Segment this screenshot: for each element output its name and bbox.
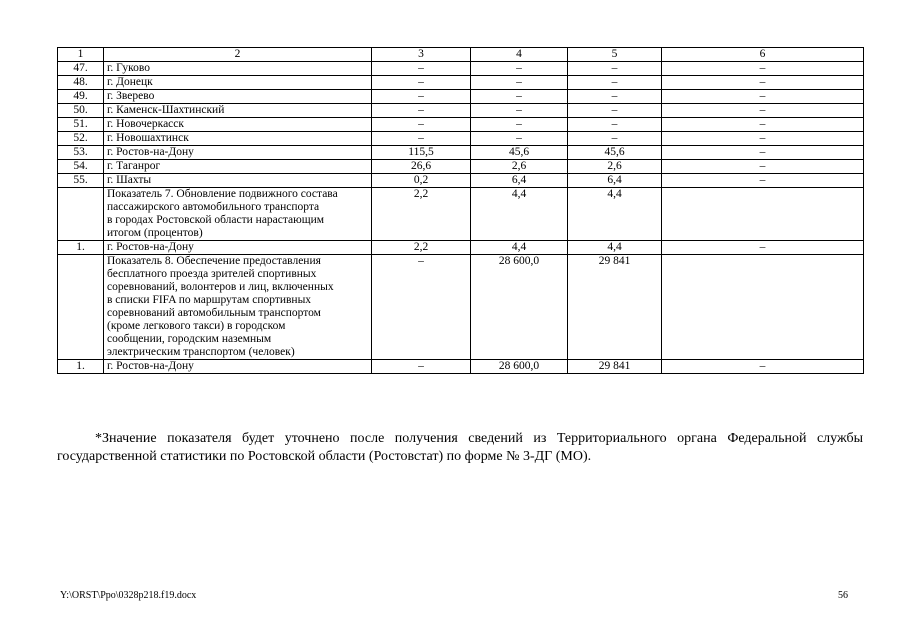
name-cell: г. Ростов-на-Дону	[104, 146, 372, 160]
value-cell-4: –	[471, 76, 568, 90]
value-cell-6	[662, 188, 864, 241]
value-cell-4: –	[471, 90, 568, 104]
value-cell-4: –	[471, 132, 568, 146]
value-cell-6: –	[662, 132, 864, 146]
table-row	[58, 90, 864, 104]
name-cell: г. Таганрог	[104, 160, 372, 174]
row-number-cell: 49.	[58, 90, 104, 104]
value-cell-3: –	[372, 76, 471, 90]
value-cell-5: 29 841	[568, 255, 662, 360]
value-cell-5: –	[568, 104, 662, 118]
value-cell-3: –	[372, 90, 471, 104]
value-cell-6	[662, 255, 864, 360]
name-cell: г. Каменск-Шахтинский	[104, 104, 372, 118]
table-row	[58, 255, 864, 360]
row-number-cell: 50.	[58, 104, 104, 118]
header-cell: 2	[104, 48, 372, 62]
row-number-cell: 1.	[58, 241, 104, 255]
value-cell-3: –	[372, 132, 471, 146]
table-row	[58, 146, 864, 160]
value-cell-5: –	[568, 62, 662, 76]
name-cell: Показатель 7. Обновление подвижного состава пассажирского автомобильного транспорта в городах Ростовской области нарастающим итогом (процентов)	[104, 188, 372, 241]
row-number-cell: 48.	[58, 76, 104, 90]
value-cell-3: –	[372, 255, 471, 360]
name-cell: г. Ростов-на-Дону	[104, 241, 372, 255]
value-cell-4: –	[471, 62, 568, 76]
row-number-cell: 1.	[58, 360, 104, 374]
page-number: 56	[838, 590, 848, 601]
row-number-cell: 51.	[58, 118, 104, 132]
header-cell: 5	[568, 48, 662, 62]
row-number-cell: 53.	[58, 146, 104, 160]
value-cell-6: –	[662, 160, 864, 174]
value-cell-3: –	[372, 118, 471, 132]
value-cell-4: 4,4	[471, 188, 568, 241]
table-row	[58, 62, 864, 76]
table-row	[58, 76, 864, 90]
value-cell-6: –	[662, 118, 864, 132]
value-cell-5: –	[568, 118, 662, 132]
value-cell-5: 29 841	[568, 360, 662, 374]
value-cell-3: 2,2	[372, 188, 471, 241]
row-number-cell: 47.	[58, 62, 104, 76]
value-cell-5: –	[568, 76, 662, 90]
value-cell-3: –	[372, 62, 471, 76]
value-cell-6: –	[662, 76, 864, 90]
value-cell-5: 4,4	[568, 241, 662, 255]
name-cell: г. Ростов-на-Дону	[104, 360, 372, 374]
indicators-table	[57, 47, 864, 374]
footnote: *Значение показателя будет уточнено после получения сведений из Территориального органа Федеральной службы государственной статистики по Ростовской области (Ростовстат) по форме № 3-ДГ (МО).	[57, 431, 863, 464]
table-row	[58, 360, 864, 374]
value-cell-5: –	[568, 132, 662, 146]
value-cell-3: 115,5	[372, 146, 471, 160]
value-cell-6: –	[662, 62, 864, 76]
name-cell: г. Донецк	[104, 76, 372, 90]
value-cell-4: –	[471, 104, 568, 118]
value-cell-6: –	[662, 90, 864, 104]
row-number-cell: 52.	[58, 132, 104, 146]
table-row	[58, 118, 864, 132]
value-cell-5: 6,4	[568, 174, 662, 188]
value-cell-4: 4,4	[471, 241, 568, 255]
header-cell: 6	[662, 48, 864, 62]
value-cell-5: –	[568, 90, 662, 104]
value-cell-4: 28 600,0	[471, 255, 568, 360]
value-cell-4: 28 600,0	[471, 360, 568, 374]
header-cell: 3	[372, 48, 471, 62]
value-cell-5: 2,6	[568, 160, 662, 174]
name-cell: г. Новошахтинск	[104, 132, 372, 146]
table-row	[58, 174, 864, 188]
value-cell-4: 6,4	[471, 174, 568, 188]
value-cell-5: 4,4	[568, 188, 662, 241]
table-row	[58, 188, 864, 241]
value-cell-3: 0,2	[372, 174, 471, 188]
value-cell-3: –	[372, 104, 471, 118]
value-cell-4: 45,6	[471, 146, 568, 160]
value-cell-4: –	[471, 118, 568, 132]
row-number-cell: 55.	[58, 174, 104, 188]
name-cell: г. Зверево	[104, 90, 372, 104]
row-number-cell	[58, 188, 104, 241]
name-cell: г. Шахты	[104, 174, 372, 188]
name-cell: г. Гуково	[104, 62, 372, 76]
value-cell-6: –	[662, 104, 864, 118]
value-cell-6: –	[662, 146, 864, 160]
name-cell: г. Новочеркасск	[104, 118, 372, 132]
file-path: Y:\ORST\Ppo\0328p218.f19.docx	[60, 590, 197, 601]
table-row	[58, 160, 864, 174]
table-header-row	[58, 48, 864, 62]
table-row	[58, 104, 864, 118]
value-cell-3: 26,6	[372, 160, 471, 174]
header-cell: 1	[58, 48, 104, 62]
header-cell: 4	[471, 48, 568, 62]
value-cell-6: –	[662, 360, 864, 374]
row-number-cell	[58, 255, 104, 360]
value-cell-4: 2,6	[471, 160, 568, 174]
row-number-cell: 54.	[58, 160, 104, 174]
table-row	[58, 132, 864, 146]
value-cell-3: –	[372, 360, 471, 374]
name-cell: Показатель 8. Обеспечение предоставления бесплатного проезда зрителей спортивных соревнований, волонтеров и лиц, включенных в списки FIFA по маршрутам спортивных соревнований автомобильным транспортом (кроме легкового такси) в городском сообщении, городским наземным электрическим транспортом (человек)	[104, 255, 372, 360]
value-cell-6: –	[662, 241, 864, 255]
value-cell-6: –	[662, 174, 864, 188]
value-cell-3: 2,2	[372, 241, 471, 255]
table-row	[58, 241, 864, 255]
value-cell-5: 45,6	[568, 146, 662, 160]
